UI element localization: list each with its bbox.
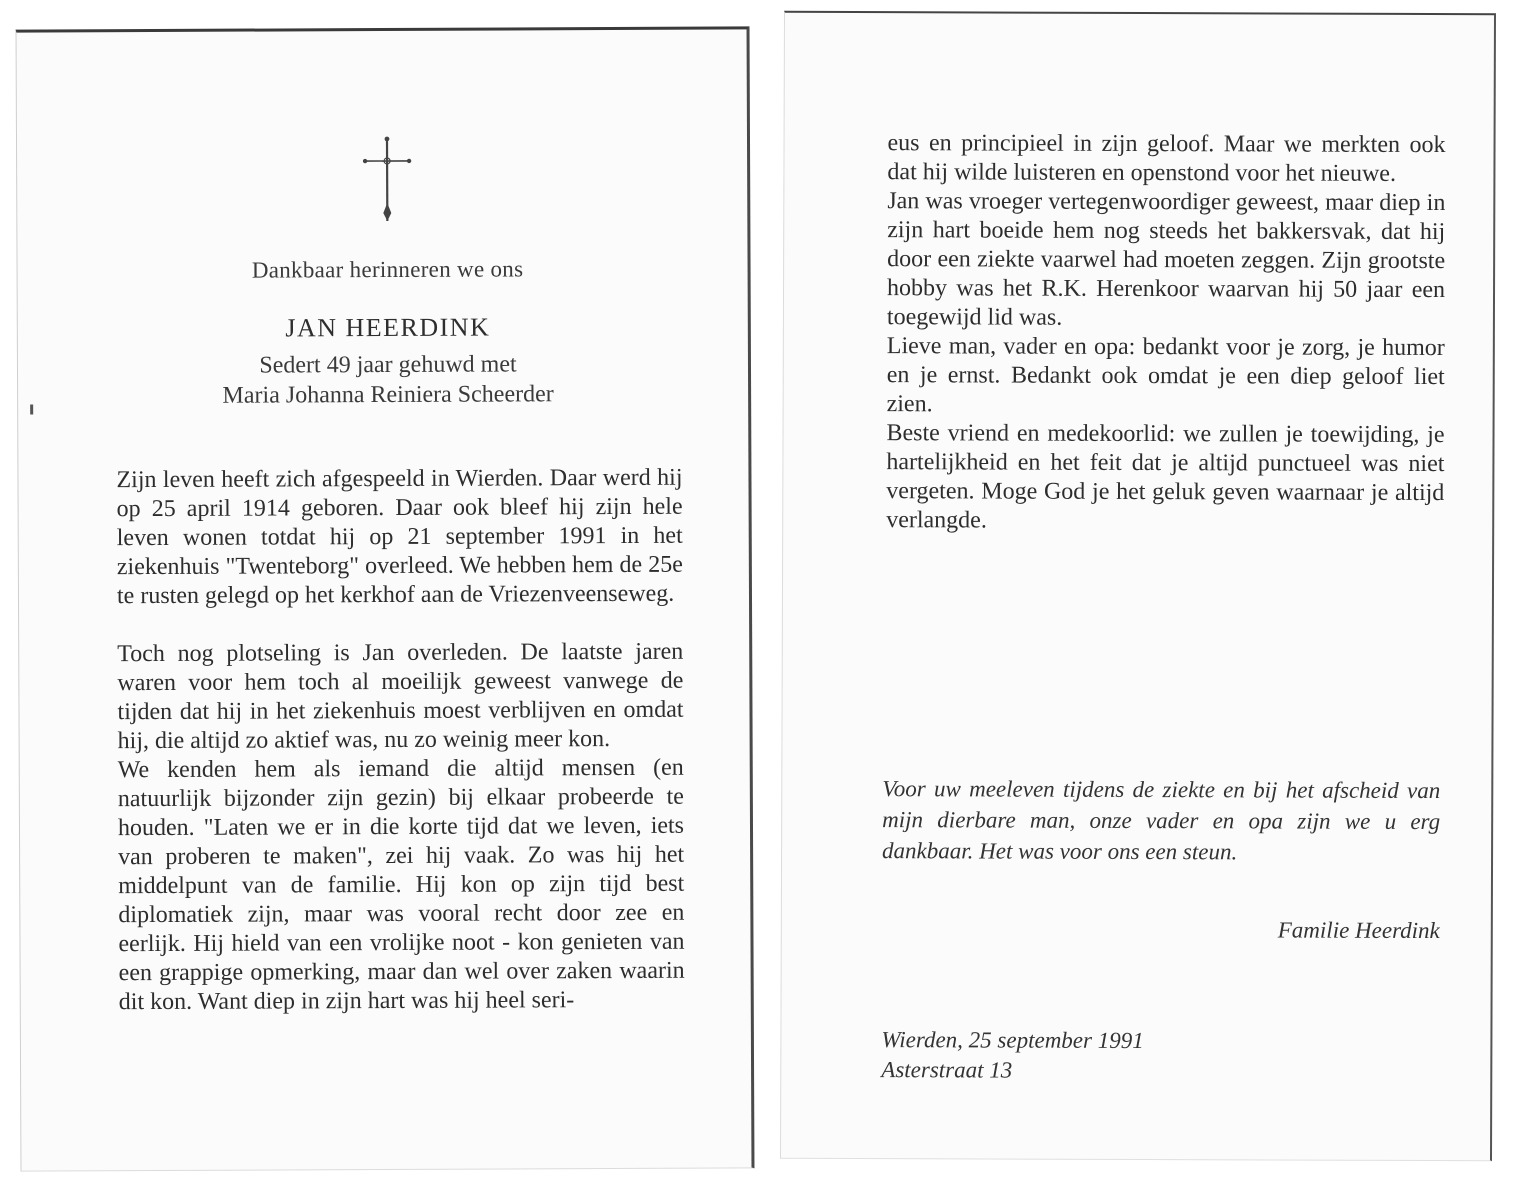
family-signature: Familie Heerdink <box>1277 917 1440 944</box>
deceased-name: JAN HEERDINK <box>285 312 491 343</box>
address: Asterstraat 13 <box>881 1057 1013 1083</box>
place-date: Wierden, 25 september 1991 <box>881 1027 1144 1054</box>
intro-line: Dankbaar herinneren we ons <box>251 256 524 283</box>
thanks-note: Voor uw meeleven tijdens de ziekte en bij het afscheid van mijn dierbare man, onze vader en opa zijn we u erg dankbaar. Het was voor ons een steun. <box>882 776 1441 865</box>
married-line-1: Sedert 49 jaar gehuwd met <box>259 351 517 379</box>
paragraph-choir: Beste vriend en medekoorlid: we zullen je toewijding, je hartelijkheid en het feit dat je altijd punctueel was niet vergeten. Moge God je het geluk geven waarnaar je altijd verlangde. <box>886 420 1445 534</box>
memorial-card-left <box>16 26 755 1171</box>
paragraph-faith: eus en principieel in zijn geloof. Maar we merkten ook dat hij wilde luisteren en openstond voor het nieuwe. <box>887 130 1446 187</box>
married-line-2: Maria Johanna Reiniera Scheerder <box>222 381 554 409</box>
paragraph-character: We kenden hem als iemand die altijd mensen (en natuurlijk bijzonder zijn gezin) bij elkaar probeerde te houden. "Laten we er in die korte tijd dat we leven, iets van proberen te maken", zei hij vaak. Zo was hij het middelpunt van de familie. Hij kon op zijn tijd best diplomatiek zijn, maar was vooral recht door zee en eerlijk. Hij hield van een vrolijke noot - kon genieten van een grappige opmerking, maar dan wel over zaken waarin dit kon. Want diep in zijn hart was hij heel seri- <box>117 754 685 1016</box>
scan-speck <box>30 405 33 415</box>
paragraph-passing: Toch nog plotseling is Jan overleden. De laatste jaren waren voor hem toch al moeilijk geweest vanwege de tijden dat hij in het ziekenhuis moest verblijven en omdat hij, die altijd zo aktief was, nu zo weinig meer kon. <box>117 638 684 755</box>
paragraph-life: Zijn leven heeft zich afgespeeld in Wierden. Daar werd hij op 25 april 1914 geboren. Daar ook bleef hij zijn hele leven wonen totdat hij op 21 september 1991 in het ziekenhuis "Twenteborg" overleed. We hebben hem de 25e te rusten gelegd op het kerkhof aan de Vriezenveenseweg. <box>116 464 683 610</box>
paragraph-work: Jan was vroeger vertegenwoordiger geweest, maar diep in zijn hart boeide hem nog steeds het bakkersvak, dat hij door een ziekte vaarwel had moeten zeggen. Zijn grootste hobby was het R.K. Herenkoor waarvan hij 50 jaar een toegewijd lid was. <box>886 188 1446 331</box>
married-info <box>78 349 698 412</box>
memorial-card-right <box>780 11 1496 1161</box>
right-body-text <box>886 129 1445 537</box>
cross-icon <box>357 133 417 225</box>
left-body-text <box>116 464 684 1017</box>
place-and-address <box>881 1025 1381 1087</box>
paragraph-family: Lieve man, vader en opa: bedankt voor je zorg, je humor en je ernst. Bedankt ook omdat je een diep geloof liet zien. <box>886 333 1445 418</box>
